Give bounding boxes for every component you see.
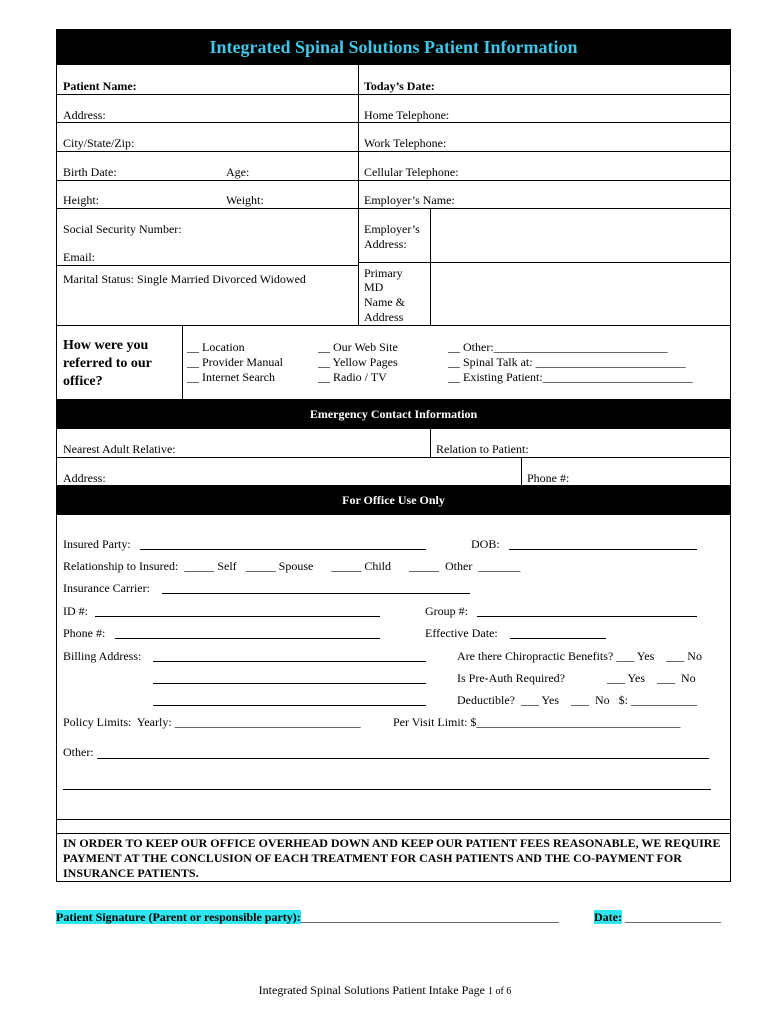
primary-md-label-3: Name & bbox=[364, 295, 405, 309]
page-footer bbox=[0, 983, 770, 998]
row-line bbox=[57, 265, 358, 266]
row-line bbox=[57, 325, 730, 326]
employer-address-label-2: Address: bbox=[364, 237, 407, 251]
policy-limits-yearly: Policy Limits: Yearly: _______________________________ bbox=[63, 715, 361, 729]
emergency-phone-label: Phone #: bbox=[527, 471, 570, 485]
birth-date-label: Birth Date: bbox=[63, 165, 117, 179]
insured-party-label: Insured Party: bbox=[63, 537, 131, 551]
emergency-heading: Emergency Contact Information bbox=[309, 407, 478, 421]
row-line bbox=[57, 833, 730, 834]
referral-yellow-pages: __ Yellow Pages bbox=[318, 355, 398, 369]
signature-row bbox=[56, 910, 559, 925]
effective-date-label: Effective Date: bbox=[425, 626, 498, 640]
other-line-2 bbox=[63, 789, 711, 790]
ssn-label: Social Security Number: bbox=[63, 222, 182, 236]
relation-label: Relation to Patient: bbox=[436, 442, 529, 456]
email-label: Email: bbox=[63, 250, 95, 264]
billing-line-3 bbox=[153, 705, 426, 706]
emergency-heading-bar bbox=[56, 399, 731, 429]
billing-line-2 bbox=[153, 683, 426, 684]
weight-label: Weight: bbox=[226, 193, 264, 207]
marital-status-label: Marital Status: Single Married Divorced Widowed bbox=[63, 272, 306, 286]
row-line bbox=[358, 262, 730, 263]
effective-date-line bbox=[510, 638, 606, 639]
group-line bbox=[477, 616, 697, 617]
chiropractic-benefits: Are there Chiropractic Benefits? ___ Yes ___ No bbox=[457, 649, 702, 663]
office-phone-label: Phone #: bbox=[63, 626, 106, 640]
group-label: Group #: bbox=[425, 604, 468, 618]
home-telephone-label: Home Telephone: bbox=[364, 108, 450, 122]
divider bbox=[182, 325, 183, 399]
divider bbox=[521, 457, 522, 485]
city-state-zip-label: City/State/Zip: bbox=[63, 136, 135, 150]
id-label: ID #: bbox=[63, 604, 88, 618]
age-label: Age: bbox=[226, 165, 250, 179]
footer-text: Integrated Spinal Solutions Patient Intake Page bbox=[258, 983, 485, 997]
address-label: Address: bbox=[63, 108, 106, 122]
deductible: Deductible? ___ Yes ___ No $: ___________ bbox=[457, 693, 697, 707]
todays-date-label: Today’s Date: bbox=[364, 79, 435, 93]
nearest-relative-label: Nearest Adult Relative: bbox=[63, 442, 176, 456]
insurance-carrier-label: Insurance Carrier: bbox=[63, 581, 150, 595]
referral-existing-patient: __ Existing Patient:_________________________ bbox=[448, 370, 693, 384]
cellular-telephone-label: Cellular Telephone: bbox=[364, 165, 459, 179]
patient-name-label: Patient Name: bbox=[63, 79, 137, 93]
referral-internet-search: __ Internet Search bbox=[187, 370, 275, 384]
signature-label: Patient Signature (Parent or responsible party): bbox=[56, 910, 301, 924]
referral-radio-tv: __ Radio / TV bbox=[318, 370, 387, 384]
height-label: Height: bbox=[63, 193, 99, 207]
divider bbox=[430, 429, 431, 457]
billing-line-1 bbox=[153, 661, 426, 662]
row-line bbox=[57, 208, 730, 209]
insured-party-line bbox=[140, 549, 426, 550]
signature-date-label: Date: bbox=[594, 910, 622, 924]
referral-provider-manual: __ Provider Manual bbox=[187, 355, 283, 369]
primary-md-label-1: Primary bbox=[364, 266, 403, 280]
employer-name-label: Employer’s Name: bbox=[364, 193, 455, 207]
work-telephone-label: Work Telephone: bbox=[364, 136, 447, 150]
insurance-carrier-line bbox=[162, 593, 470, 594]
referral-location: __ Location bbox=[187, 340, 245, 354]
signature-date-row bbox=[594, 910, 721, 925]
row-line bbox=[57, 151, 730, 152]
row-line bbox=[57, 94, 730, 95]
row-line bbox=[57, 180, 730, 181]
primary-md-label-2: MD bbox=[364, 280, 384, 294]
signature-date-line[interactable]: ________________ bbox=[621, 910, 721, 924]
divider bbox=[430, 208, 431, 325]
referral-spinal-talk: __ Spinal Talk at: _________________________ bbox=[448, 355, 686, 369]
payment-notice: IN ORDER TO KEEP OUR OFFICE OVERHEAD DOWN AND KEEP OUR PATIENT FEES REASONABLE, WE REQUIRE PAYMENT AT THE CONCLUSION OF EACH TREATMENT FOR CASH PATIENTS AND THE CO-PAYMENT FOR INSURANCE PATIENTS. bbox=[63, 836, 721, 880]
dob-label: DOB: bbox=[471, 537, 500, 551]
employer-address-label-1: Employer’s bbox=[364, 222, 420, 236]
referral-other: __ Other:_____________________________ bbox=[448, 340, 668, 354]
divider bbox=[358, 65, 359, 325]
dob-line bbox=[509, 549, 697, 550]
referral-web-site: __ Our Web Site bbox=[318, 340, 398, 354]
title-bar bbox=[56, 29, 731, 65]
emergency-address-label: Address: bbox=[63, 471, 106, 485]
per-visit-limit: Per Visit Limit: $__________________________________ bbox=[393, 715, 681, 729]
other-line-1 bbox=[97, 758, 709, 759]
row-line bbox=[57, 819, 730, 820]
page-title: Integrated Spinal Solutions Patient Information bbox=[209, 37, 578, 57]
office-heading: For Office Use Only bbox=[342, 493, 445, 507]
relationship-to-insured: Relationship to Insured: _____ Self _____ Spouse _____ Child _____ Other _______ bbox=[63, 559, 521, 573]
id-line bbox=[95, 616, 380, 617]
row-line bbox=[57, 457, 730, 458]
office-phone-line bbox=[115, 638, 380, 639]
other-label: Other: bbox=[63, 745, 94, 759]
office-heading-bar bbox=[56, 485, 731, 515]
billing-address-label: Billing Address: bbox=[63, 649, 142, 663]
primary-md-label-4: Address bbox=[364, 310, 404, 324]
referral-question: How were you referred to our office? bbox=[63, 338, 152, 389]
page-number: 1 of 6 bbox=[487, 986, 512, 997]
signature-line[interactable]: ___________________________________________ bbox=[300, 910, 559, 924]
pre-auth-required: Is Pre-Auth Required? ___ Yes ___ No bbox=[457, 671, 696, 685]
